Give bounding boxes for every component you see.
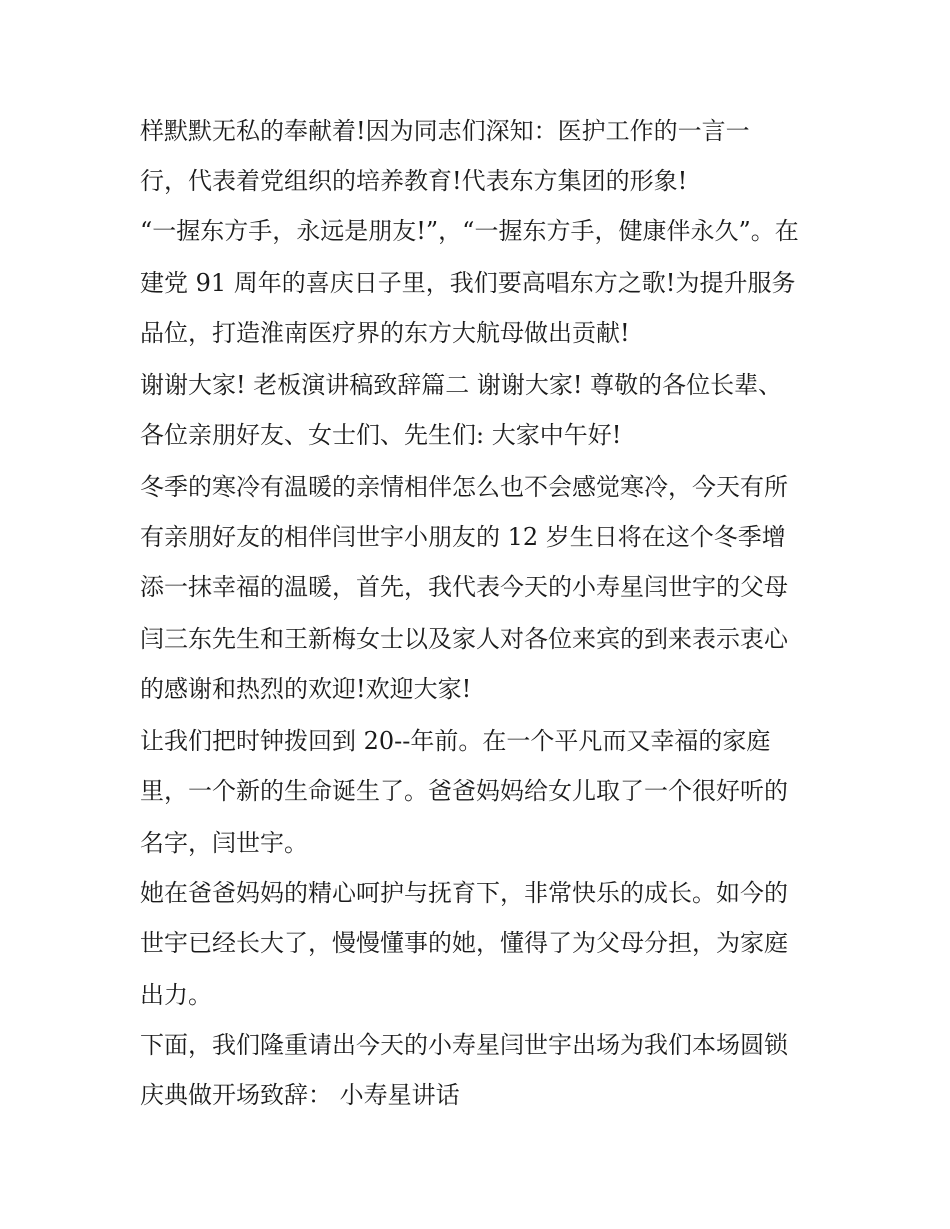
text-line: 品位，打造淮南医疗界的东方大航母做出贡献! bbox=[140, 319, 630, 347]
text-line: 里，一个新的生命诞生了。爸爸妈妈给女儿取了一个很好听的 bbox=[140, 777, 788, 805]
text-line: 谢谢大家! 老板演讲稿致辞篇二 谢谢大家! 尊敬的各位长辈、 bbox=[140, 371, 783, 399]
text-line: 闫三东先生和王新梅女士以及家人对各位来宾的到来表示衷心 bbox=[140, 625, 788, 653]
text-line: 冬季的寒冷有温暖的亲情相伴怎么也不会感觉寒冷，今天有所 bbox=[140, 473, 788, 501]
text-line: 添一抹幸福的温暖，首先，我代表今天的小寿星闫世宇的父母 bbox=[140, 573, 788, 601]
text-line: 各位亲朋好友、女士们、先生们: 大家中午好! bbox=[140, 421, 622, 449]
text-line: 庆典做开场致辞： 小寿星讲话 bbox=[140, 1081, 460, 1109]
text-line: 名字，闫世宇。 bbox=[140, 829, 308, 857]
text-line: “一握东方手，永远是朋友!”，“一握东方手，健康伴永久”。在 bbox=[140, 217, 799, 245]
text-line: 出力。 bbox=[140, 981, 212, 1009]
text-line: 的感谢和热烈的欢迎!欢迎大家! bbox=[140, 675, 472, 703]
text-line: 行，代表着党组织的培养教育!代表东方集团的形象! bbox=[140, 167, 688, 195]
text-line: 建党 91 周年的喜庆日子里，我们要高唱东方之歌!为提升服务 bbox=[140, 269, 796, 297]
text-line: 世宇已经长大了，慢慢懂事的她，懂得了为父母分担，为家庭 bbox=[140, 929, 788, 957]
text-line: 让我们把时钟拨回到 20--年前。在一个平凡而又幸福的家庭 bbox=[140, 727, 771, 755]
text-line: 下面，我们隆重请出今天的小寿星闫世宇出场为我们本场圆锁 bbox=[140, 1031, 788, 1059]
text-line: 有亲朋好友的相伴闫世宇小朋友的 12 岁生日将在这个冬季增 bbox=[140, 523, 786, 551]
text-line: 她在爸爸妈妈的精心呵护与抚育下，非常快乐的成长。如今的 bbox=[140, 879, 788, 907]
text-line: 样默默无私的奉献着!因为同志们深知：医护工作的一言一 bbox=[140, 117, 750, 145]
